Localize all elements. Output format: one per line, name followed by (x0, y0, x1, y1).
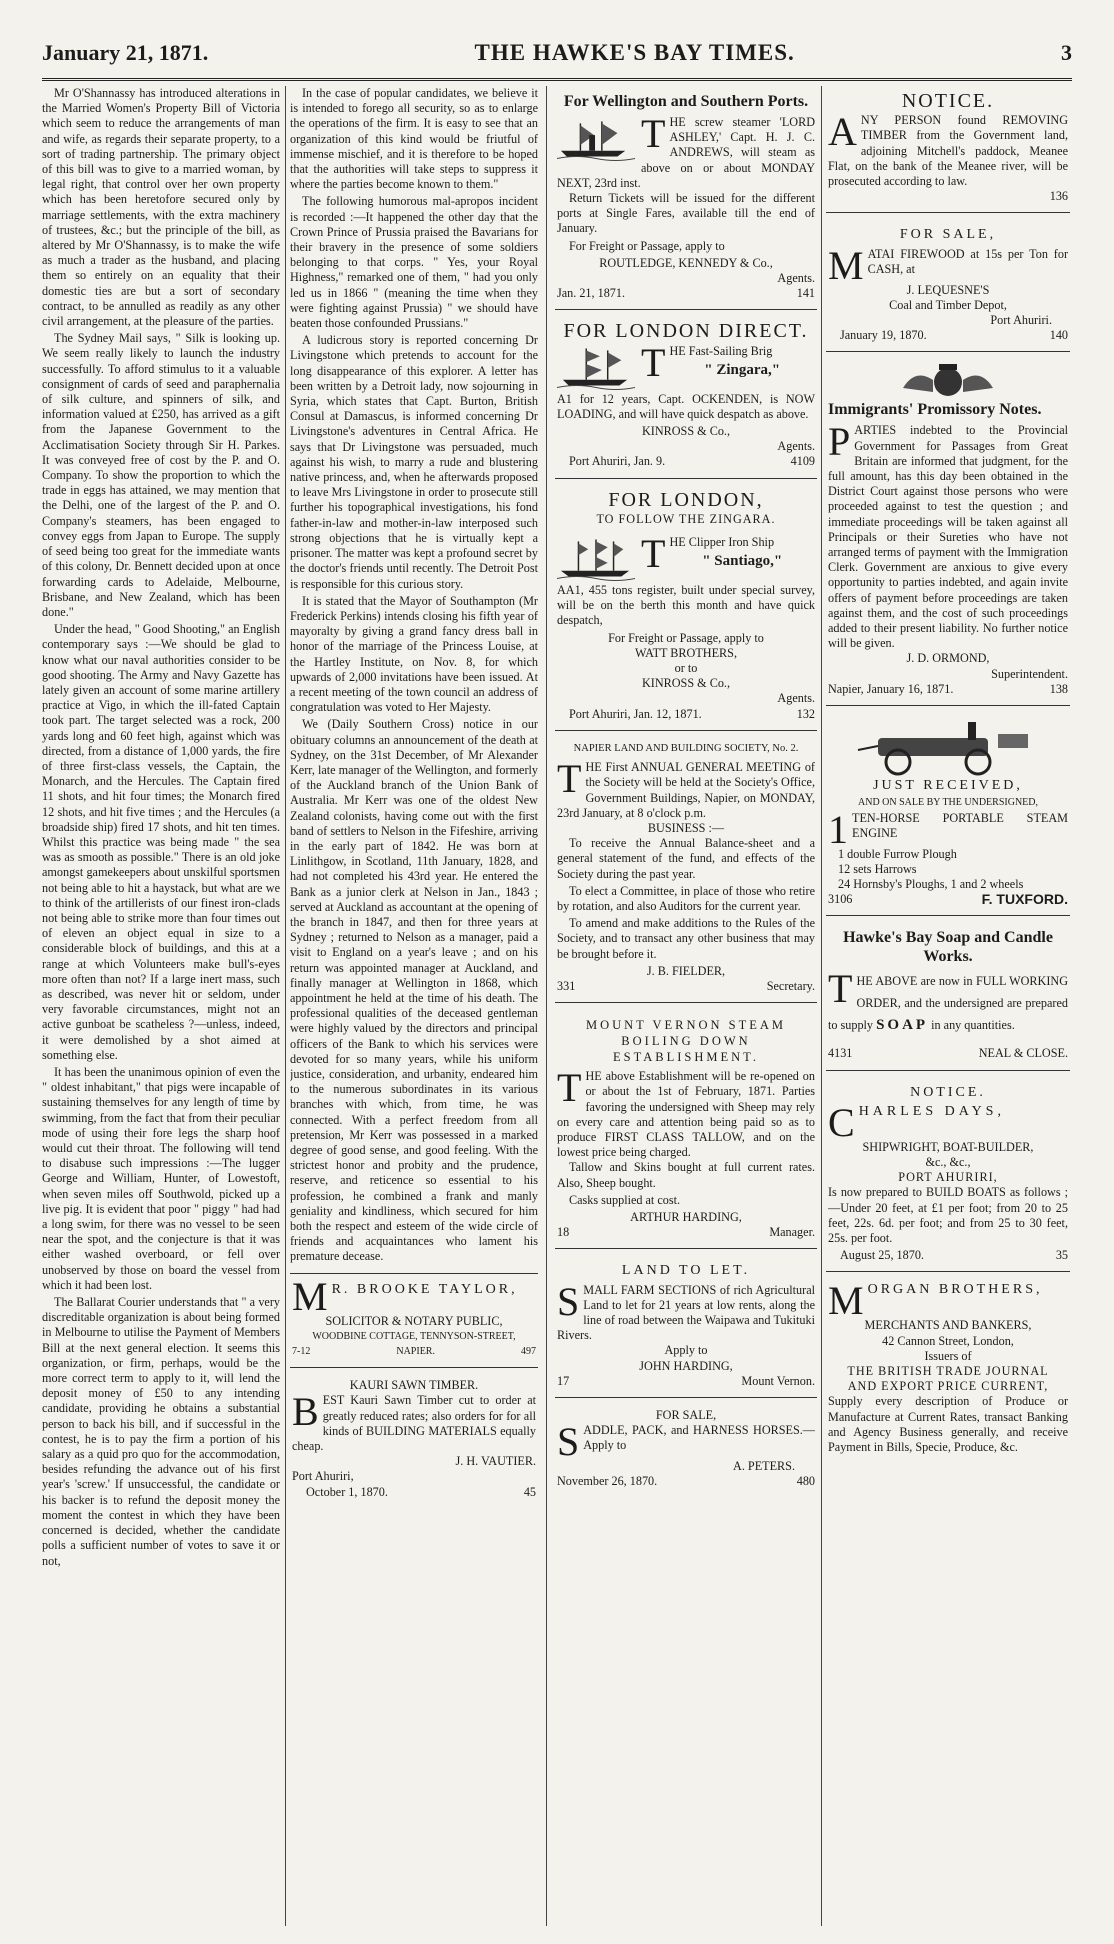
ad-taylor (290, 1273, 538, 1369)
ad-body: EST Kauri Sawn Timber cut to order at greatly reduced rates; also orders for for all kinds of BUILDING MATERIALS equally cheap. (292, 1393, 536, 1454)
ad-immigrants (826, 358, 1070, 706)
ads-column-4 (826, 86, 1070, 1926)
ad-agents: Agents. (777, 439, 815, 454)
article-paragraph: It has been the unanimous opinion of even the " oldest inhabitant," that pigs were incapable of sustaining themselves for any length of time by swimming, from the fact that from their peculiar mode of using their fore legs the sharp hoof would cut their throat. The following will tend to disabuse such impressions :—The lugger George and William, Hunter, of Lowestoft, when seven miles off Southwold, picked up a live pig. It is evident that poor " piggy " had had a long swim, for there was no vessel to be seen near the spot, and the conjecture is that it was either washed overboard, or fell over unobserved by those on board the vessel from which it had been lost. (42, 1065, 280, 1292)
sailing-ship-icon (557, 346, 635, 390)
ad-signature: J. LEQUESNE'S (906, 282, 990, 297)
ship-name: " Zingara," (704, 361, 781, 378)
ad-body: MALL FARM SECTIONS of rich Agricultural Land to let for 21 years at low rents, along the line of road between the Waipawa and Tukituki Rivers. (557, 1282, 815, 1343)
column-divider (821, 86, 822, 1926)
ad-firm: ROUTLEDGE, KENNEDY & Co., (599, 255, 773, 270)
steam-engine-illustration (848, 716, 1048, 776)
page-number: 3 (1061, 40, 1072, 65)
drop-cap: T (557, 1069, 582, 1111)
ad-place: NAPIER. (396, 1346, 435, 1358)
ad-place: Port Ahuriri, (292, 1469, 354, 1484)
ad-heading: R. BROOKE TAYLOR, (331, 1281, 518, 1297)
article-paragraph: In the case of popular candidates, we believe it is intended to forego all security, so as to enlarge the operations of the firm. It is easy to see that an organization of this kind would be friutful of immense mischief, and it is therefore to be hoped that the authorities will take steps to suppress it where the parties become known to them." (290, 86, 538, 192)
ad-title: Superintendent. (991, 666, 1068, 681)
ad-date: Port Ahuriri, Jan. 12, 1871. (569, 706, 702, 721)
ad-number: 7-12 (292, 1346, 311, 1358)
ad-firm: KINROSS & Co., (641, 424, 731, 439)
ad-body: HE above Establishment will be re-opened on or about the 1st of February, 1871. Parties favoring the undersigned with Sheep may rely on every care and attention being paid so as to produce FIRST CLASS TALLOW, and on the lowest price being charged. (557, 1069, 815, 1160)
ad-body: ATAI FIREWOOD at 15s per Ton for CASH, at (867, 246, 1068, 276)
ad-heading: FOR LONDON DIRECT. (563, 320, 809, 343)
clipper-ship-icon (557, 537, 635, 581)
ad-mount-vernon (555, 1009, 817, 1249)
ad-body: ARTIES indebted to the Provincial Government for Passages from Great Britain are informed that judgment, for the full amount, has this day been obtained in the District Court against those persons who were proceeded against to test the question ; and immediate proceedings will be taken against all Principals or their Sureties who have not arranged terms of payment with the Immigration Clerk. Government are anxious to give every opportunity to parties indebted, and again invite offers of payment before proceedings are taken against them, and the cost of such proceedings added to their present liability. No further notice will be given. (828, 423, 1068, 651)
ad-body: Return Tickets will be issued for the different ports at Single Fares, available till the end of January. (557, 191, 815, 236)
drop-cap: T (641, 115, 666, 156)
ad-subheading: TO FOLLOW THE ZINGARA. (596, 511, 776, 526)
ad-signature: JOHN HARDING, (639, 1358, 733, 1373)
ad-ref: 480 (796, 1474, 815, 1489)
ad-heading: KAURI SAWN TIMBER. (349, 1378, 479, 1393)
ad-apply: Apply to (664, 1343, 708, 1358)
ad-signature: J. D. ORMOND, (906, 651, 990, 666)
ad-heading: NOTICE. (901, 90, 995, 112)
ad-heading: NAPIER LAND AND BUILDING SOCIETY, No. 2. (573, 742, 799, 754)
ad-ref: 45 (523, 1484, 536, 1499)
article-paragraph: The following humorous mal-apropos incident is recorded :—It happened the other day that the Crown Prince of Prussia praised the Bavarians for their bravery in the presence of some soldiers belonging to that corps. " Yes, your Royal Highness," remarked one of them, " had you only led us in 1866 " (meaning the time when they were fighting against Prussia) " we should have beaten those confounded Prussians." (290, 194, 538, 331)
article-paragraph: Under the head, " Good Shooting," an English contemporary says :—We should be glad to know what our naval authorities consider to be good shooting. The Army and Navy Gazette has lately given an account of some marine artillery practice at Vigo, in which the ill-fated Captain took part. The target selected was a rock, 200 yards long and 60 feet high, against which was directed, from a distance of 1,000 yards, the fire of three first-class vessels, the Captain, the Monarch, and the Hercules. The Captain fired 11 shots, and hit four times; the Monarch fired 12 shots, and hit five times ; and the Hercules (a broadside ship) fired 17 shots, and hit ten times. Whilst this practice was being made " the sea was as smooth as possible." There is an old joke amongst gamekeepers about unskilful sportsmen not being able to hit a haystack, but what are we to think of the artillerists of our finest iron-clads not being able to strike more than four times out of eleven an object equal in size to a considerable block of buildings, and this at a range at which Volunteers make bull's-eyes more often than not? If a large inert mass, such as described, was never hit or seldom, under very favorable circumstances, might not an active gunboat be scatheless ?—unless, indeed, it were demolished by a shot aimed at something else. (42, 622, 280, 1062)
news-column-2 (290, 86, 538, 1926)
ad-line: 12 sets Harrows (838, 861, 917, 876)
ad-ref: 331 (557, 978, 576, 993)
ad-line: THE BRITISH TRADE JOURNAL (847, 1363, 1049, 1378)
drop-cap: 1 (828, 810, 848, 847)
ad-tuxford (826, 712, 1070, 916)
ad-product: SOAP (876, 1017, 929, 1034)
ad-body: HE First ANNUAL GENERAL MEETING of the Society will be held at the Society's Office, Government Buildings, Napier, on MONDAY, 23rd January, at 8 o'clock p.m. (557, 760, 815, 820)
article-paragraph: We (Daily Southern Cross) notice in our obituary columns an announcement of the death at Sydney, on the 31st December, of Mr Alexander Kerr, late manager of the Wellington, and formerly of the Auckland branch of the Union Bank of Australia. Mr Kerr was one of the oldest New Zealand colonists, having come out with the first band of settlers to Nelson in the Fifeshire, arriving in the early part of 1842. He was born at Linlithgow, in Scotland, 11th January, 1828, and had not completed his 43rd year. He entered the Bank as a junior clerk at Nelson in Jan., 1843 ; served at Auckland as accountant at the opening of the branch in 1847, and then for three years at Sydney ; returned to Nelson as a manager, paid a visit to England on a year's leave ; and on his return was appointed manager at Auckland, and finally manager at Wellington in 1868, which appointment he held at the time of his death. The professional qualities of the deceased gentleman were highly valued by the directors and principal officers of the Bank to which his services were devoted for so many years, while his uniform justice, consideration, and urbanity, endeared him to the numerous subordinates in its various branches with which, from time, he was connected. With a perfect freedom from all pretension, Mr Kerr was possessed in a marked degree of good sense, and good feeling. With the strictest honor and probity and the prudence, reserve, and reticence so essential to his profession, he combined a frank and manly geniality and kindliness, which secured for him both the respect and esteem of the wide circle of friends and acquaintances who lament his premature decease. (290, 717, 538, 1264)
coat-of-arms-emblem (893, 362, 1003, 398)
ad-wellington (555, 86, 817, 310)
ad-signature: A. PETERS. (733, 1459, 795, 1474)
ad-signature: J. B. FIELDER, (646, 963, 726, 978)
ad-line: Coal and Timber Depot, (889, 297, 1007, 312)
ad-body: Tallow and Skins bought at full current rates. Also, Sheep bought. (557, 1160, 815, 1190)
drop-cap: M (828, 246, 864, 283)
ad-ref: 136 (1049, 189, 1068, 204)
ad-firewood (826, 219, 1070, 352)
ad-ref: 497 (521, 1346, 536, 1358)
ad-line: WOODBINE COTTAGE, TENNYSON-STREET, (312, 1330, 516, 1342)
ad-date: November 26, 1870. (557, 1474, 658, 1489)
ad-body: NY PERSON found REMOVING TIMBER from the Government land, adjoining Mitchell's paddock, Meanee Flat, on the bank of the Meanee river, will be prosecuted according to law. (828, 113, 1068, 189)
ad-ref: 141 (796, 286, 815, 301)
ad-kauri (290, 1374, 538, 1508)
drop-cap: A (828, 113, 857, 155)
column-divider (285, 86, 286, 1926)
drop-cap: M (292, 1277, 328, 1314)
ad-soap (826, 922, 1070, 1070)
masthead (42, 40, 1072, 78)
ad-date: Port Ahuriri, Jan. 9. (569, 454, 666, 469)
ad-body: HE screw steamer 'LORD ASHLEY,' Capt. H. J. C. ANDREWS, will steam as above on or about MONDAY NEXT, 23rd inst. (557, 115, 815, 190)
ad-body: To receive the Annual Balance-sheet and a general statement of the fund, and effects of the Society during the past year. (557, 836, 815, 881)
ad-business: BUSINESS :— (647, 820, 725, 835)
ad-ref: 35 (1055, 1248, 1068, 1263)
steamer-ship-icon (557, 117, 635, 161)
ad-date: October 1, 1870. (306, 1484, 388, 1499)
ad-body: Casks supplied at cost. (569, 1192, 681, 1207)
ad-date: January 19, 1870. (840, 328, 927, 343)
ad-ref: 138 (1049, 681, 1068, 696)
drop-cap: B (292, 1393, 319, 1435)
ad-morgan (826, 1278, 1070, 1465)
ad-line: MERCHANTS AND BANKERS, (864, 1318, 1032, 1333)
ad-place: Mount Vernon. (741, 1373, 815, 1388)
ad-agents: Agents. (777, 271, 815, 286)
article-paragraph: A ludicrous story is reported concerning Dr Livingstone which pretends to account for the long disappearance of this explorer. A letter has been written by a Detroit lady, now sojourning in Syria, which states that Capt. Burton, British Consul at Damascus, is informed concerning Dr Livingstone's adventures in Central Africa. He says that Dr Livingstone was persuaded, much against his wish, to marry a rude and blustering native princess, and, when he afterwards proposed to leave Mrs Livingstone in order to prosecute still further his topographical investigations, his fond father-in-law and mother-in-law interposed such strong objections that he is virtually kept a prisoner. The matter was kept a profound secret by the doctor's friends until recently. The Detroit Post is responsible for this curious story. (290, 333, 538, 591)
ad-ref: 132 (796, 706, 815, 721)
ads-column-3 (555, 86, 817, 1926)
ad-body: ADDLE, PACK, and HARNESS HORSES.—Apply to (583, 1423, 815, 1453)
ad-body: AA1, 455 tons register, built under special survey, will be on the berth this month and have quick despatch, (557, 583, 815, 628)
ad-body: HE Clipper Iron Ship (669, 535, 775, 550)
drop-cap: P (828, 423, 851, 465)
ad-body: A1 for 12 years, Capt. OCKENDEN, is NOW LOADING, and will have quick despatch as above. (557, 391, 815, 421)
ad-or: or to (674, 661, 698, 676)
ad-body: For Freight or Passage, apply to (608, 630, 764, 645)
article-paragraph: The Sydney Mail says, " Silk is looking up. We seem really likely to launch the industry successfully. To afford stimulus to it a valuable consignment of cards of seed and paraphernalia of silk culture, and spinners of silk, and information valued at £250, has arrived as a gift from the Japanese Government to the Acclimatisation Society through Sir H. Parkes. It was conveyed free of cost by the P. and O. Company. To show the proportion to which the trade in eggs has attained, we may mention that the Delhi, one of the largest of the P. and O. Company's steamers, has been engaged to convey eggs from Japan to Europe. The supply of seed being too great for the immediate wants of this colony, Dr. Bennett decided upon at once forwarding cards to Adelaide, Melbourne, Brisbane, and New Zealand, which has been done." (42, 331, 280, 619)
ad-title: Secretary. (766, 978, 815, 993)
drop-cap: T (641, 343, 666, 385)
ad-date: Jan. 21, 1871. (557, 286, 626, 301)
ad-line: 42 Cannon Street, London, (882, 1333, 1014, 1348)
ad-signature: J. H. VAUTIER. (455, 1454, 536, 1469)
ad-line: Issuers of (924, 1348, 972, 1363)
ad-heading: MOUNT VERNON STEAM BOILING DOWN ESTABLISHMENT. (585, 1018, 787, 1065)
ad-notice-timber (826, 86, 1070, 213)
ad-subheading: AND ON SALE BY THE UNDERSIGNED, (858, 797, 1038, 809)
newspaper-title: THE HAWKE'S BAY TIMES. (474, 40, 795, 65)
ad-line: SOLICITOR & NOTARY PUBLIC, (325, 1313, 503, 1328)
drop-cap: T (828, 970, 853, 1012)
ad-london-santiago (555, 485, 817, 731)
ad-line: 24 Hornsby's Ploughs, 1 and 2 wheels (838, 876, 1024, 891)
article-paragraph: It is stated that the Mayor of Southampton (Mr Frederick Perkins) intends closing his fifth year of mayoralty by giving a grand fancy dress ball in honor of the marriage of the Princess Louise, at the Hartley Institute, on Nov. 8, for which upwards of 2,000 invitations have been issued. At a recent meeting of the town council an address of congratulation was voted to Her Majesty. (290, 593, 538, 715)
ad-firm: WATT BROTHERS, (634, 645, 738, 660)
news-column-1 (42, 86, 280, 1926)
ad-date: August 25, 1870. (840, 1248, 924, 1263)
ad-heading: For Wellington and Southern Ports. (563, 93, 809, 110)
ad-title: Manager. (769, 1225, 815, 1240)
ad-ref: 17 (557, 1373, 570, 1388)
ad-ref: 4131 (828, 1046, 853, 1061)
drop-cap: S (557, 1282, 580, 1324)
ad-saddle (555, 1404, 817, 1498)
ship-name: " Santiago," (702, 553, 783, 570)
ad-heading: NOTICE. (910, 1084, 986, 1100)
ad-body: in any quantities. (931, 1018, 1015, 1033)
issue-date: January 21, 1871. (42, 40, 209, 65)
drop-cap: T (641, 535, 666, 577)
ad-heading: ORGAN BROTHERS, (867, 1282, 1043, 1298)
ad-land-to-let (555, 1255, 817, 1398)
ad-body: For Freight or Passage, apply to (569, 238, 725, 253)
ad-heading: FOR SALE, (655, 1408, 717, 1422)
ad-body: Is now prepared to BUILD BOATS as follows ;—Under 20 feet, at £1 per foot; from 20 to 25 feet, 22s. 6d. per foot; and from 25 to 30 feet, 25s. per foot. (828, 1185, 1068, 1245)
ad-name: HARLES DAYS, (858, 1103, 1005, 1119)
ad-charles-days (826, 1077, 1070, 1273)
article-paragraph: The Ballarat Courier understands that " a very discreditable organization is about being formed in Melbourne to utilise the Payment of Members Bill at the next general election. It seems this organization, or firm, perhaps, would be the more correct term to apply to it, will lend the deposit money of £50 to any intending candidate, providing he obtains a substantial person to back his bill, and if successful in the contest, he is to pay the firm a portion of his salary as a quid pro quo for the accommodation, besides refunding the advance out of his first year's 'screw.' If unsuccessful, the candidate or his backer is to refund the deposit money the moment the contest in which they have been concerned is decided, whether the candidate polls a sufficient number of votes to save it or not, (42, 1295, 280, 1568)
drop-cap: C (828, 1103, 855, 1140)
article-paragraph: Mr O'Shannassy has introduced alterations in the Married Women's Property Bill of Victoria which seem to reduce the arrangements of man and wife, as regards their separate property, to a sort of trading partnership. The primary object of this bill was to give to a married woman, by legal right, that control over her own property which has been heretofore secured only by marriage settlements, with the extra machinery of trustees, &c.; but the principle of the bill, as altered by Mr O'Shannassy, is to make the wife as much a trader as the husband, and placing them so entirely on an equality that their domestic ties are but a sort of secondary contract, to be annulled as readily as any other civil arrangement, at the pleasure of the parties. (42, 86, 280, 329)
ad-agents: Agents. (777, 691, 815, 706)
ad-heading: LAND TO LET. (621, 1263, 751, 1279)
ad-line: &c., &c., (925, 1154, 971, 1169)
ad-line: 1 double Furrow Plough (838, 846, 957, 861)
ad-body: To amend and make additions to the Rules of the Society, and to transact any other business that may be brought before it. (557, 916, 815, 961)
ad-building-society (555, 737, 817, 1003)
ad-ref: 3106 (828, 892, 853, 907)
ad-line: SHIPWRIGHT, BOAT-BUILDER, (862, 1139, 1034, 1154)
ad-heading: JUST RECEIVED, (873, 778, 1023, 794)
ad-signature: NEAL & CLOSE. (978, 1046, 1068, 1061)
ad-line: AND EXPORT PRICE CURRENT, (847, 1379, 1049, 1394)
drop-cap: S (557, 1423, 580, 1460)
ad-place: Port Ahuriri. (990, 313, 1052, 328)
drop-cap: T (557, 760, 582, 802)
ad-line: PORT AHURIRI, (898, 1170, 998, 1185)
ad-heading: FOR SALE, (899, 227, 997, 243)
ad-ref: 4109 (790, 454, 815, 469)
ad-firm: KINROSS & Co., (641, 676, 731, 691)
column-divider (546, 86, 547, 1926)
ad-body: HE Fast-Sailing Brig (669, 343, 773, 358)
ad-body: Supply every description of Produce or Manufacture at Current Rates, transact Banking and Agency Business generally, and receive Payment in Bills, Specie, Produce, &c. (828, 1394, 1068, 1454)
drop-cap: M (828, 1282, 864, 1319)
masthead-rule (42, 78, 1072, 81)
ad-heading: Immigrants' Promissory Notes. (828, 401, 1042, 419)
ad-date: Napier, January 16, 1871. (828, 681, 954, 696)
ad-signature: ARTHUR HARDING, (630, 1209, 742, 1224)
ad-line: TEN-HORSE PORTABLE STEAM ENGINE (852, 810, 1068, 840)
ad-body: HE ABOVE are now in FULL WORKING ORDER, and the undersigned are prepared to supply (828, 974, 1068, 1033)
ad-heading: Hawke's Bay Soap and Candle Works. (843, 929, 1053, 966)
ad-london-direct (555, 316, 817, 478)
ad-body: To elect a Committee, in place of those who retire by rotation, and also Auditors for the current year. (557, 883, 815, 913)
ad-signature: F. TUXFORD. (981, 891, 1068, 908)
ad-ref: 18 (557, 1225, 570, 1240)
ad-heading: FOR LONDON, (608, 488, 764, 511)
ad-ref: 140 (1049, 328, 1068, 343)
